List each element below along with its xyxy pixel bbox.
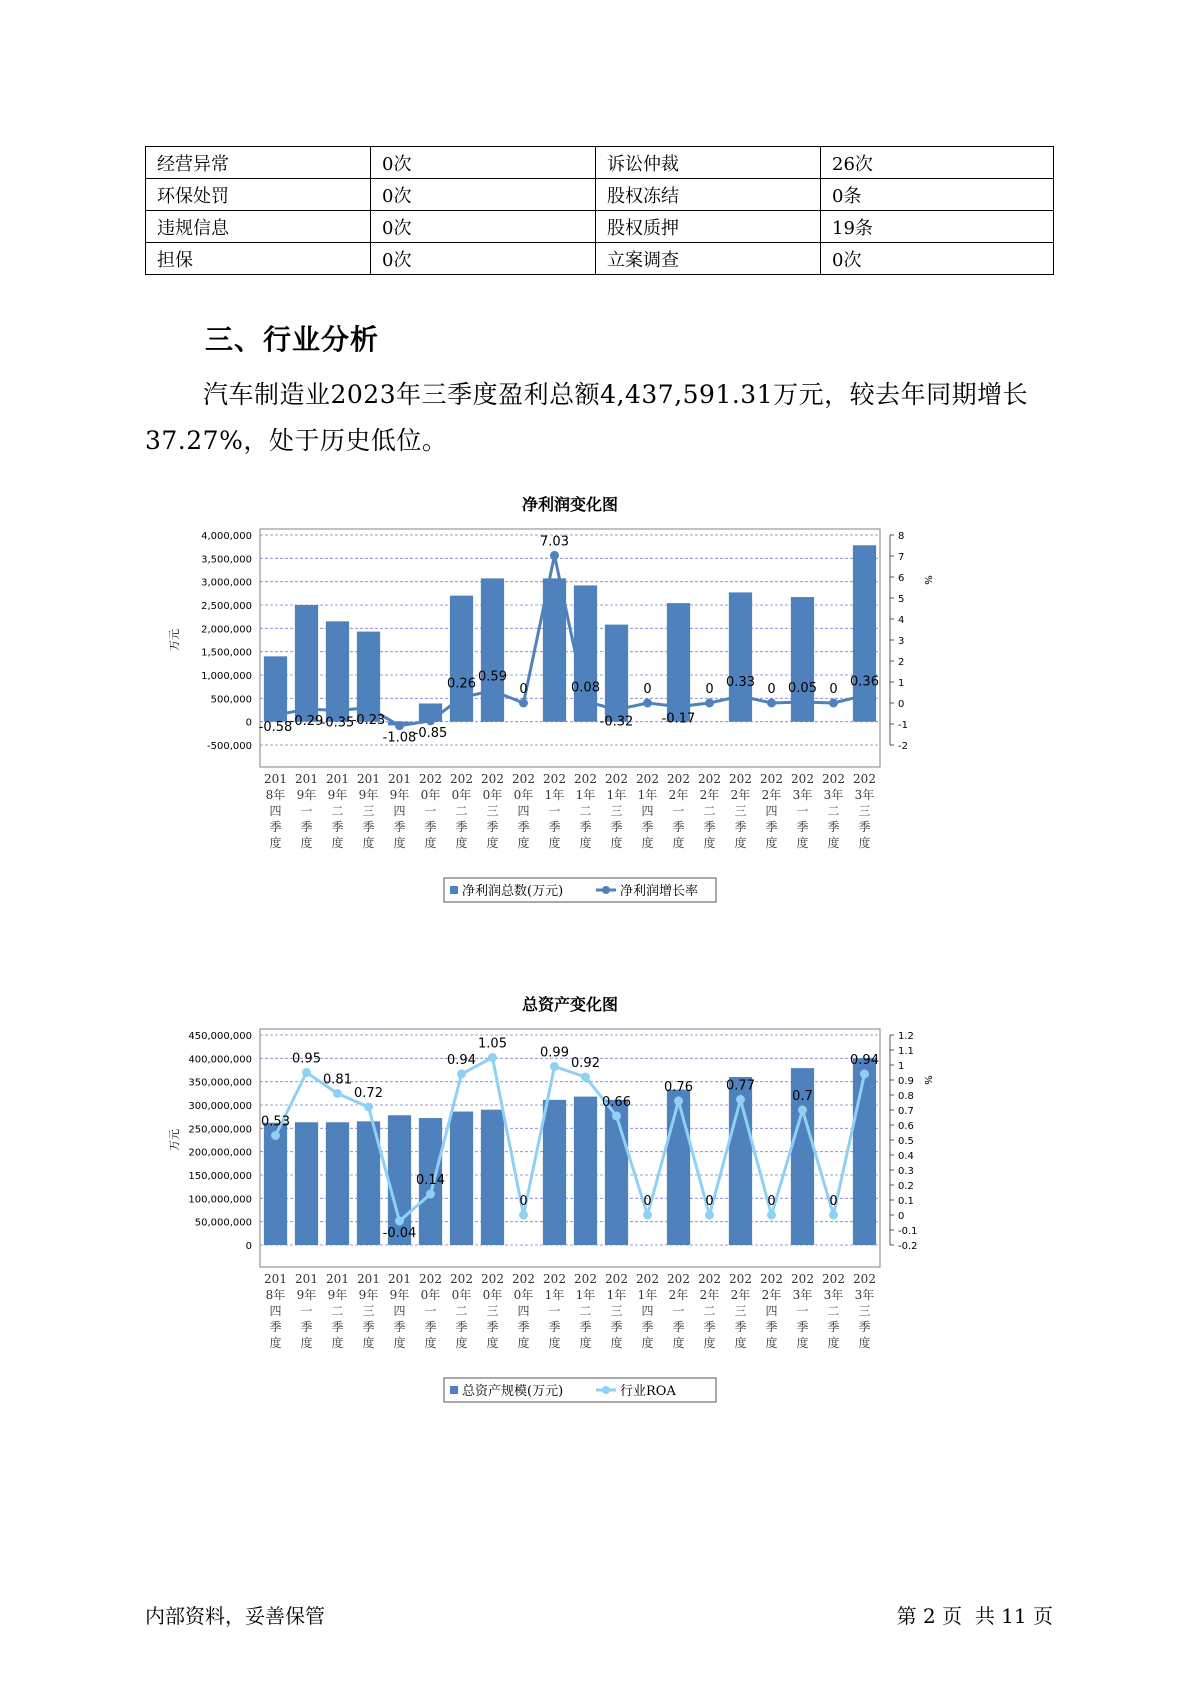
y-tick-label: 50,000,000 — [194, 1217, 252, 1229]
section-title: 三、行业分析 — [205, 323, 380, 356]
y2-tick-label: 0 — [898, 1211, 905, 1222]
legend-line-marker — [602, 1386, 610, 1394]
x-tick-label: 202 0年一季度 — [419, 1272, 442, 1350]
data-label: 0.33 — [726, 675, 755, 691]
line-point — [550, 1062, 559, 1071]
x-tick-label: 202 0年四季度 — [512, 1272, 535, 1350]
line-point — [674, 702, 683, 711]
y-tick-label: 3,000,000 — [201, 577, 252, 589]
data-label: 0.72 — [354, 1086, 383, 1101]
risk-item-label: 经营异常 — [146, 147, 371, 179]
y-tick-label: 0 — [245, 717, 252, 729]
x-tick-label: 202 2年三季度 — [729, 772, 752, 850]
data-label: 7.03 — [540, 534, 569, 550]
y2-tick-label: 2 — [898, 657, 905, 668]
y-tick-label: 2,500,000 — [201, 601, 252, 612]
data-label: 0.94 — [447, 1053, 476, 1068]
line-point — [705, 1211, 714, 1220]
y2-tick-label: 8 — [898, 531, 905, 542]
y-tick-label: 1,500,000 — [201, 647, 252, 659]
data-label: 0.08 — [571, 680, 600, 696]
line-point — [519, 1211, 528, 1220]
x-tick-label: 202 3年一季度 — [791, 772, 814, 850]
line-point — [271, 711, 280, 720]
line-point — [829, 699, 838, 708]
x-tick-label: 201 9年四季度 — [388, 772, 411, 850]
bar — [326, 1122, 349, 1245]
y-tick-label: 250,000,000 — [188, 1124, 252, 1136]
data-label: 0 — [767, 682, 776, 697]
x-tick-label: 202 1年一季度 — [543, 1272, 566, 1350]
data-label: 0.59 — [478, 669, 507, 685]
x-tick-label: 202 2年四季度 — [760, 1272, 783, 1350]
risk-item-label: 立案调查 — [596, 243, 821, 275]
y2-tick-label: 0.5 — [898, 1136, 914, 1147]
line-point — [705, 699, 714, 708]
x-tick-label: 202 1年二季度 — [574, 1272, 597, 1350]
line-point — [829, 1211, 838, 1220]
data-label: 1.05 — [478, 1036, 507, 1052]
data-label: 0.99 — [540, 1045, 569, 1061]
data-label: -0.29 — [289, 714, 324, 730]
x-tick-label: 202 2年二季度 — [698, 1272, 721, 1350]
legend-bar-label: 净利润总数(万元) — [462, 884, 564, 899]
line-point — [581, 1073, 590, 1082]
x-tick-label: 202 2年一季度 — [667, 1272, 690, 1350]
x-tick-label: 201 9年二季度 — [326, 1272, 349, 1350]
risk-item-count: 0次 — [371, 243, 596, 275]
x-tick-label: 202 0年一季度 — [419, 772, 442, 850]
y2-tick-label: 3 — [898, 636, 905, 647]
legend-bar-label: 总资产规模(万元) — [462, 1384, 564, 1399]
data-label: 0.92 — [571, 1056, 600, 1071]
y-tick-label: 450,000,000 — [188, 1031, 252, 1042]
y2-tick-label: 0.8 — [898, 1091, 914, 1102]
x-tick-label: 202 1年一季度 — [543, 772, 566, 850]
x-tick-label: 202 2年二季度 — [698, 772, 721, 850]
data-label: 0.7 — [792, 1089, 813, 1104]
risk-item-label: 环保处罚 — [146, 179, 371, 211]
chart-svg — [170, 490, 1030, 950]
data-label: -0.17 — [661, 711, 696, 727]
line-point — [426, 716, 435, 725]
data-label: 0.53 — [261, 1114, 290, 1130]
line-point — [302, 705, 311, 714]
y-tick-label: 300,000,000 — [188, 1101, 252, 1112]
x-tick-label: 201 9年一季度 — [295, 772, 318, 850]
risk-table-row — [146, 179, 1054, 211]
y-tick-label: 2,000,000 — [201, 624, 252, 636]
data-label: 0.36 — [850, 674, 879, 690]
x-tick-label: 201 9年一季度 — [295, 1272, 318, 1350]
line-point — [395, 1217, 404, 1226]
line-point — [612, 705, 621, 714]
line-point — [612, 1112, 621, 1121]
x-tick-label: 202 1年四季度 — [636, 1272, 659, 1350]
x-tick-label: 202 3年一季度 — [791, 1272, 814, 1350]
risk-info-table — [145, 146, 1054, 275]
data-label: -0.58 — [258, 720, 293, 736]
line-point — [519, 699, 528, 708]
x-tick-label: 201 8年四季度 — [264, 1272, 287, 1350]
line-point — [798, 697, 807, 706]
x-tick-label: 201 9年二季度 — [326, 772, 349, 850]
x-tick-label: 202 3年三季度 — [853, 1272, 876, 1350]
line-point — [488, 1053, 497, 1062]
x-tick-label: 202 1年三季度 — [605, 1272, 628, 1350]
footer-page-number: 第 2 页 共 11 页 — [896, 1604, 1053, 1628]
data-label: -0.35 — [320, 715, 355, 731]
line-point — [736, 692, 745, 701]
y-tick-label: -500,000 — [207, 741, 252, 752]
bar — [729, 592, 752, 721]
data-label: 0.81 — [323, 1072, 352, 1088]
x-tick-label: 202 3年二季度 — [822, 772, 845, 850]
y2-tick-label: 0.2 — [898, 1181, 914, 1192]
data-label: 0 — [767, 1194, 776, 1209]
risk-table-row — [146, 211, 1054, 243]
data-label: -0.23 — [351, 712, 386, 728]
line-point — [426, 1190, 435, 1199]
y-tick-label: 350,000,000 — [188, 1077, 252, 1089]
risk-table-row — [146, 243, 1054, 275]
data-label: 0.14 — [416, 1173, 445, 1188]
y2-tick-label: 0 — [898, 699, 905, 710]
data-label: 0.26 — [447, 676, 476, 692]
legend-bar-swatch — [450, 886, 458, 894]
y-tick-label: 100,000,000 — [188, 1194, 252, 1206]
y-axis-label: 万元 — [168, 629, 181, 651]
x-tick-label: 202 3年二季度 — [822, 1272, 845, 1350]
y2-tick-label: 6 — [898, 573, 905, 584]
risk-item-label: 股权质押 — [596, 211, 821, 243]
chart-title: 总资产变化图 — [521, 995, 619, 1014]
risk-item-label: 股权冻结 — [596, 179, 821, 211]
x-tick-label: 201 9年三季度 — [357, 772, 380, 850]
y-axis-label: 万元 — [168, 1129, 181, 1151]
y2-tick-label: 1.2 — [898, 1031, 914, 1042]
y2-tick-label: -1 — [898, 720, 908, 731]
bar — [264, 1123, 287, 1245]
line-point — [364, 1103, 373, 1112]
y2-tick-label: 1 — [898, 1061, 905, 1072]
x-tick-label: 202 0年三季度 — [481, 1272, 504, 1350]
y2-tick-label: 0.1 — [898, 1196, 914, 1207]
data-label: 0 — [643, 682, 652, 697]
line-point — [333, 1089, 342, 1098]
y2-tick-label: 1 — [898, 678, 905, 689]
line-point — [488, 686, 497, 695]
line-point — [581, 697, 590, 706]
y-tick-label: 4,000,000 — [201, 531, 252, 542]
line-point — [643, 1211, 652, 1220]
y2-tick-label: -0.2 — [898, 1241, 918, 1252]
y2-tick-label: 0.9 — [898, 1076, 914, 1087]
bar — [295, 605, 318, 722]
data-label: 0.66 — [602, 1095, 631, 1110]
x-tick-label: 202 2年四季度 — [760, 772, 783, 850]
x-tick-label: 202 2年三季度 — [729, 1272, 752, 1350]
data-label: -0.32 — [599, 714, 634, 730]
line-point — [860, 1070, 869, 1079]
data-label: 0.94 — [850, 1053, 879, 1068]
y2-axis-label: % — [922, 1075, 933, 1085]
y-tick-label: 400,000,000 — [188, 1054, 252, 1066]
data-label: 0 — [643, 1194, 652, 1209]
data-label: 0 — [705, 682, 714, 697]
risk-item-label: 担保 — [146, 243, 371, 275]
y-tick-label: 150,000,000 — [188, 1171, 252, 1182]
data-label: 0.77 — [726, 1078, 755, 1094]
line-point — [364, 703, 373, 712]
x-tick-label: 202 0年四季度 — [512, 772, 535, 850]
x-tick-label: 202 2年一季度 — [667, 772, 690, 850]
line-point — [860, 691, 869, 700]
line-point — [736, 1095, 745, 1104]
y2-axis-label: % — [922, 575, 933, 585]
line-point — [333, 706, 342, 715]
data-label: 0.95 — [292, 1051, 321, 1067]
net-profit-chart — [170, 490, 1030, 950]
x-tick-label: 202 1年二季度 — [574, 772, 597, 850]
total-assets-chart — [170, 990, 1030, 1450]
line-point — [457, 1070, 466, 1079]
risk-item-label: 诉讼仲裁 — [596, 147, 821, 179]
bar — [667, 1090, 690, 1245]
data-label: -0.04 — [382, 1226, 417, 1241]
line-point — [550, 551, 559, 560]
data-label: 0.05 — [788, 680, 817, 696]
data-label: -1.08 — [382, 730, 417, 746]
y2-tick-label: 7 — [898, 552, 905, 563]
y-tick-label: 500,000 — [210, 694, 252, 706]
data-label: 0 — [829, 1194, 838, 1209]
y2-tick-label: -2 — [898, 741, 908, 752]
y2-tick-label: -0.1 — [898, 1226, 918, 1237]
x-tick-label: 202 0年三季度 — [481, 772, 504, 850]
bar — [481, 578, 504, 721]
plot-frame — [260, 1029, 880, 1267]
x-tick-label: 202 1年四季度 — [636, 772, 659, 850]
data-label: 0 — [705, 1194, 714, 1209]
legend-line-label: 行业ROA — [620, 1384, 676, 1399]
risk-item-count: 0次 — [821, 243, 1054, 275]
legend-bar-swatch — [450, 1386, 458, 1394]
y-tick-label: 3,500,000 — [201, 554, 252, 566]
x-tick-label: 202 1年三季度 — [605, 772, 628, 850]
data-label: 0 — [519, 1194, 528, 1209]
y2-tick-label: 0.4 — [898, 1151, 914, 1162]
legend-line-label: 净利润增长率 — [620, 884, 699, 899]
legend-line-marker — [602, 886, 610, 894]
line-point — [643, 699, 652, 708]
x-tick-label: 201 9年四季度 — [388, 1272, 411, 1350]
y-tick-label: 1,000,000 — [201, 671, 252, 682]
bar — [574, 1097, 597, 1245]
bar — [605, 1100, 628, 1245]
risk-item-label: 违规信息 — [146, 211, 371, 243]
bar — [853, 1058, 876, 1245]
y-tick-label: 200,000,000 — [188, 1147, 252, 1159]
line-point — [302, 1068, 311, 1077]
line-point — [395, 721, 404, 730]
x-tick-label: 202 0年二季度 — [450, 772, 473, 850]
risk-item-count: 0次 — [371, 211, 596, 243]
bar — [295, 1122, 318, 1245]
plot-frame — [260, 529, 880, 767]
bar — [450, 1112, 473, 1245]
line-point — [271, 1131, 280, 1140]
y2-tick-label: 0.7 — [898, 1106, 914, 1117]
x-tick-label: 202 0年二季度 — [450, 1272, 473, 1350]
risk-item-count: 0次 — [371, 179, 596, 211]
risk-item-count: 0次 — [371, 147, 596, 179]
bar — [481, 1110, 504, 1245]
chart-svg — [170, 990, 1030, 1450]
data-label: -0.85 — [413, 725, 448, 741]
chart-title: 净利润变化图 — [521, 495, 619, 514]
risk-item-count: 0条 — [821, 179, 1054, 211]
x-tick-label: 201 8年四季度 — [264, 772, 287, 850]
data-label: 0 — [519, 682, 528, 697]
footer-confidential-note: 内部资料，妥善保管 — [145, 1604, 325, 1628]
y2-tick-label: 0.6 — [898, 1121, 914, 1132]
data-label: 0 — [829, 682, 838, 697]
risk-item-count: 26次 — [821, 147, 1054, 179]
y-tick-label: 0 — [245, 1241, 252, 1252]
y2-tick-label: 5 — [898, 594, 905, 605]
x-tick-label: 202 3年三季度 — [853, 772, 876, 850]
line-point — [457, 693, 466, 702]
y2-tick-label: 4 — [898, 615, 905, 626]
line-point — [767, 1211, 776, 1220]
risk-table-row — [146, 147, 1054, 179]
bar — [543, 1100, 566, 1245]
risk-item-count: 19条 — [821, 211, 1054, 243]
data-label: 0.76 — [664, 1080, 693, 1095]
y2-tick-label: 0.3 — [898, 1166, 914, 1177]
industry-analysis-paragraph: 汽车制造业2023年三季度盈利总额4,437,591.31万元，较去年同期增长37.27%，处于历史低位。 — [145, 380, 1029, 455]
line-point — [767, 699, 776, 708]
y2-tick-label: 1.1 — [898, 1046, 914, 1057]
x-tick-label: 201 9年三季度 — [357, 1272, 380, 1350]
line-point — [798, 1106, 807, 1115]
line-point — [674, 1097, 683, 1106]
